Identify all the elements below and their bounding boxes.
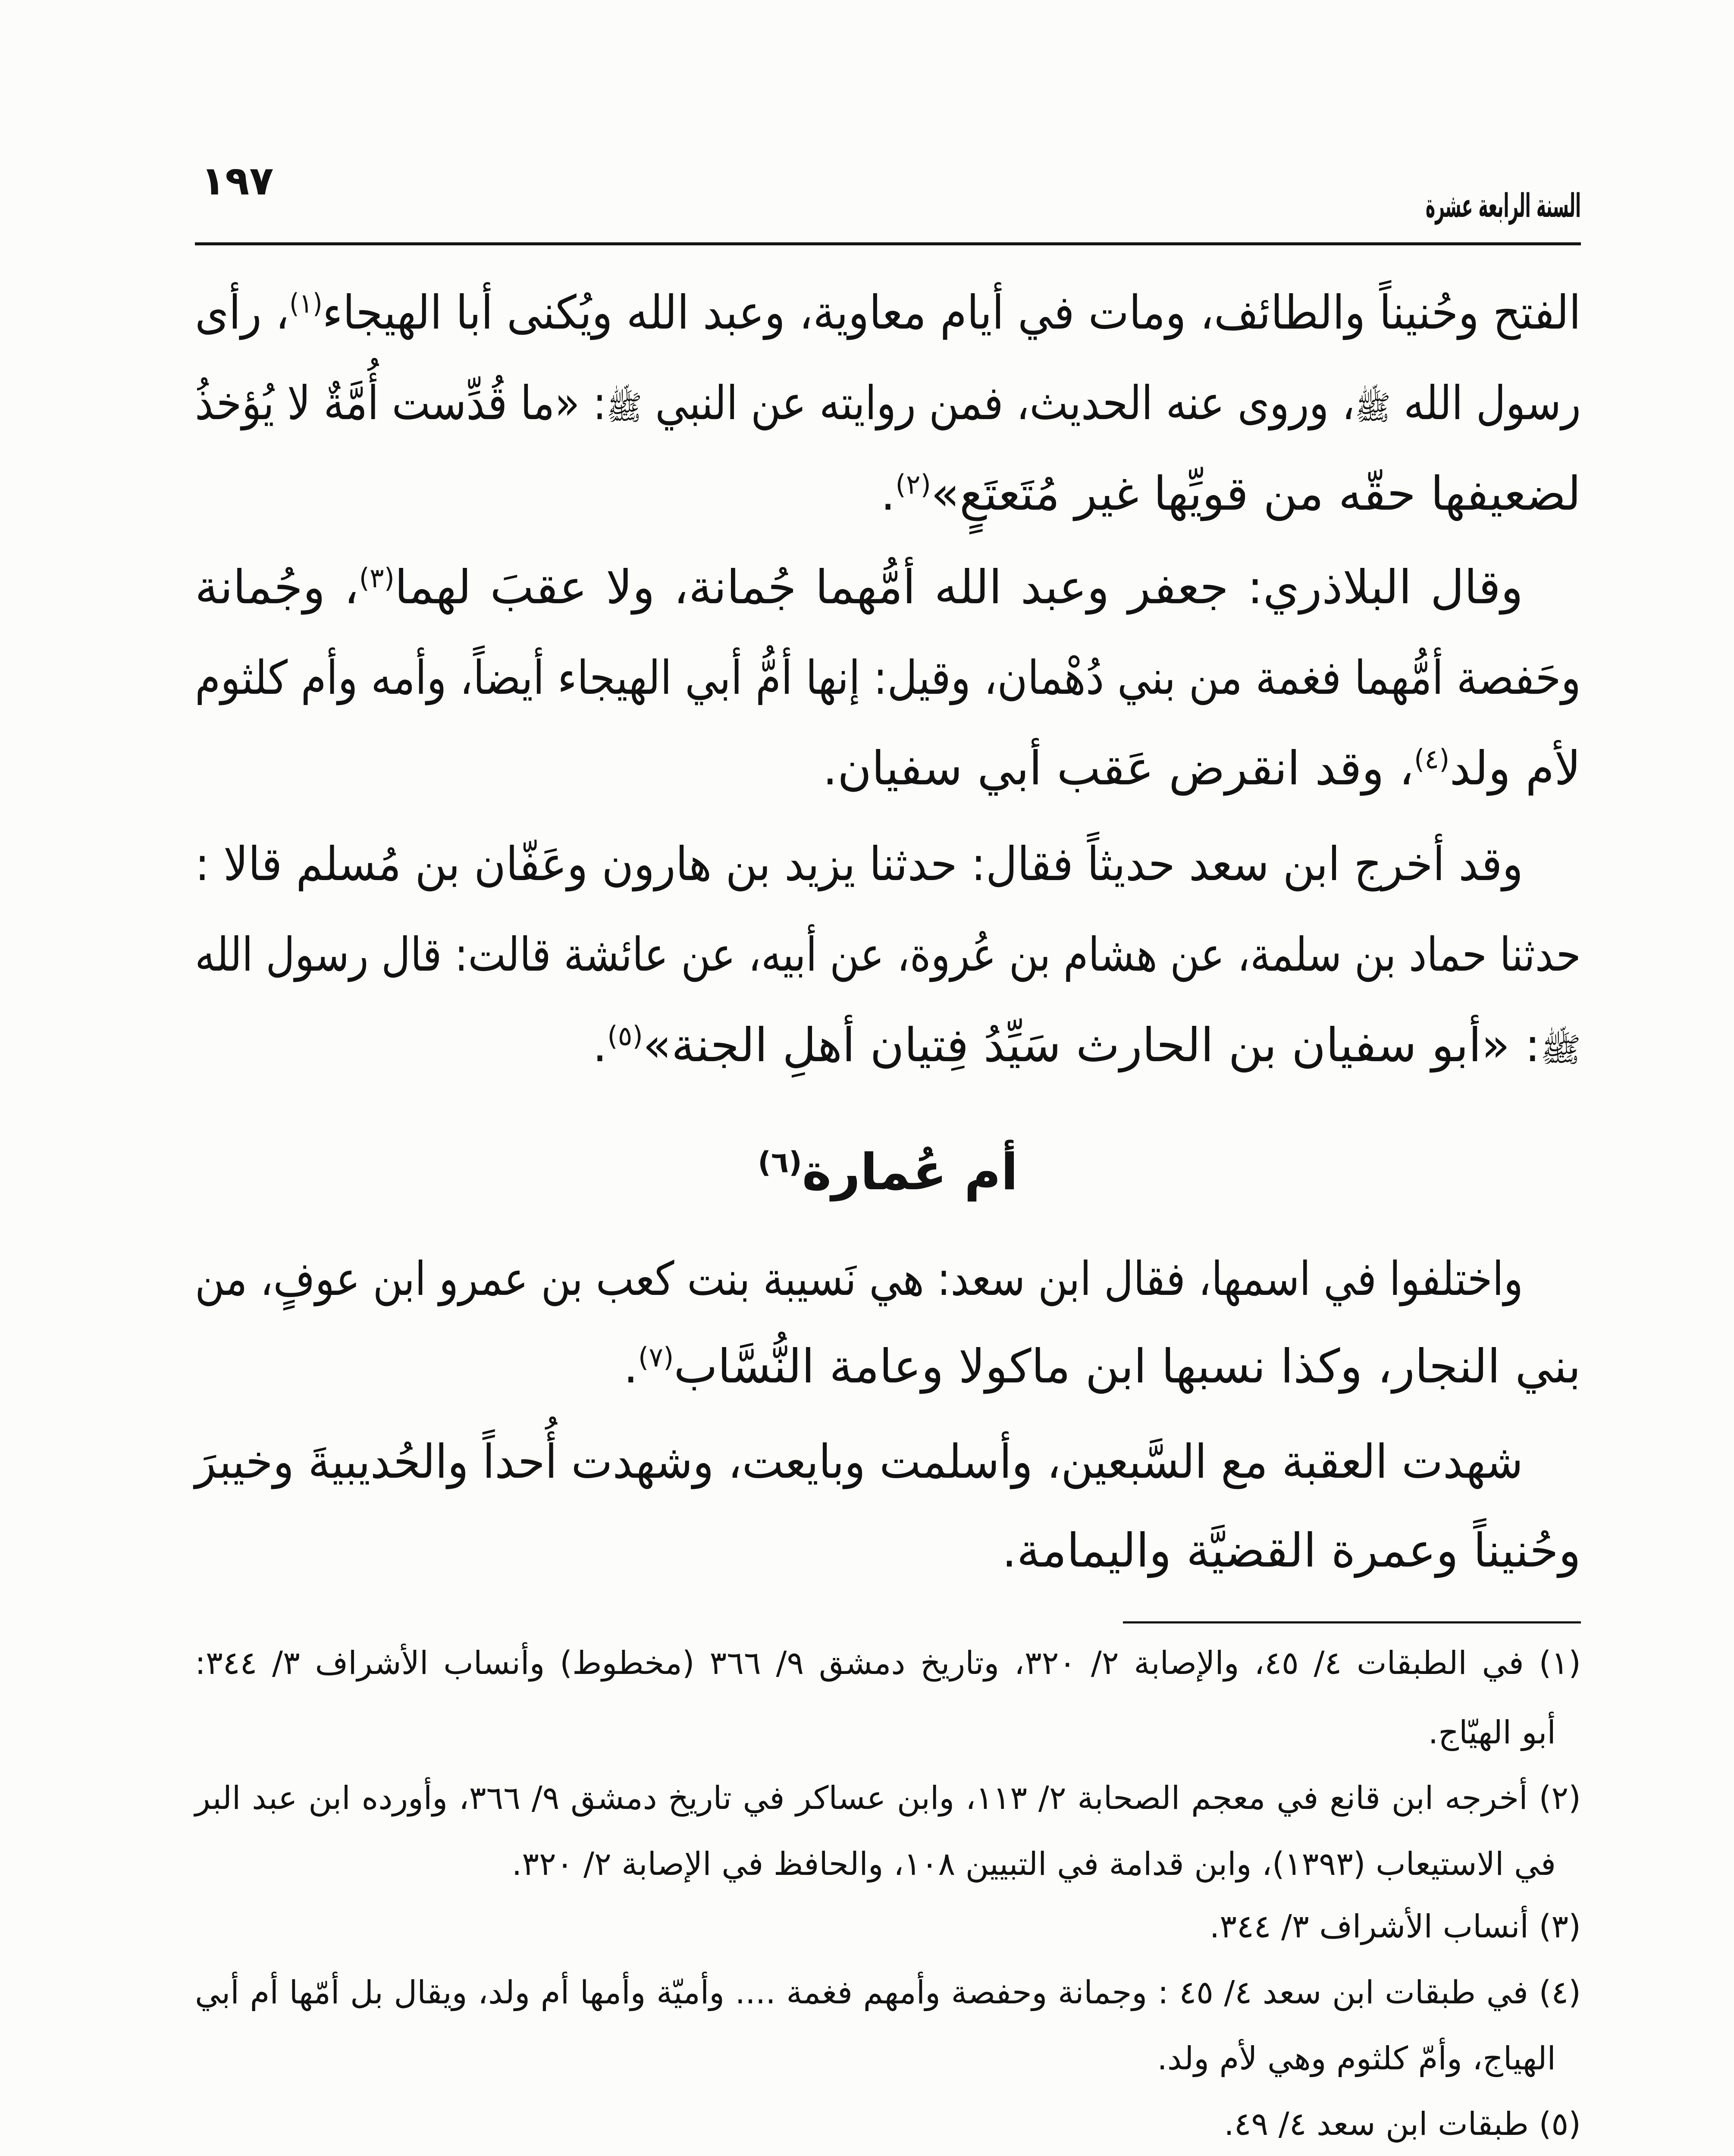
footnote-line: أبو الهيّاج. <box>1428 1714 1556 1751</box>
footnote-line: (٣) أنساب الأشراف ٣/ ٣٤٤. <box>1209 1908 1581 1945</box>
footnote-line: الهياج، وأمّ كلثوم وهي لأم ولد. <box>1157 2040 1556 2077</box>
footnote-separator <box>1123 1621 1581 1623</box>
footnote-ref: (٤) <box>1414 743 1450 775</box>
salla-symbol: ﷺ <box>606 389 643 427</box>
body-line: وقد أخرج ابن سعد حديثاً فقال: حدثنا يزيد بن هارون وعَفّان بن مُسلم قالا : <box>194 837 1523 891</box>
footnote-ref: (٧) <box>638 1341 674 1373</box>
footnote-ref: (٢) <box>895 469 931 500</box>
body-line: واختلفوا في اسمها، فقال ابن سعد: هي نَسيبة بنت كعب بن عمرو ابن عوفٍ، من <box>195 1252 1524 1306</box>
footnote-ref: (١) <box>289 288 323 319</box>
page-number: ١٩٧ <box>201 158 274 204</box>
body-line: لضعيفها حقّه من قويِّها غير مُتَعتَعٍ»$^{(٢)}$. <box>881 467 1581 521</box>
salla-symbol: ﷺ <box>1355 389 1391 427</box>
footnote-line: (١) في الطبقات ٤/ ٤٥، والإصابة ٢/ ٣٢٠، وتاريخ دمشق ٩/ ٣٦٦ (مخطوط) وأنساب الأشراف ٣/ ٣٤٤: <box>195 1645 1581 1682</box>
section-heading: أم عُمارة$^{(٦)}$ <box>758 1143 1018 1201</box>
body-line: شهدت العقبة مع السَّبعين، وأسلمت وبايعت، وشهدت أُحداً والحُديبيةَ وخيبرَ <box>195 1435 1524 1489</box>
footnote-line: (٥) طبقات ابن سعد ٤/ ٤٩. <box>1224 2106 1581 2143</box>
body-line: حدثنا حماد بن سلمة، عن هشام بن عُروة، عن أبيه، عن عائشة قالت: قال رسول الله <box>195 928 1581 982</box>
footnote-line: (٢) أخرجه ابن قانع في معجم الصحابة ٢/ ١١٣، وابن عساكر في تاريخ دمشق ٩/ ٣٦٦، وأورده ابن عبد البر <box>195 1780 1581 1817</box>
body-line: بني النجار، وكذا نسبها ابن ماكولا وعامة النُّسَّاب$^{(٧)}$. <box>623 1340 1581 1394</box>
footnote-line: في الاستيعاب (١٣٩٣)، وابن قدامة في التبيين ١٠٨، والحافظ في الإصابة ٢/ ٣٢٠. <box>511 1846 1556 1883</box>
body-line: وحُنيناً وعمرة القضيَّة واليمامة. <box>1002 1524 1581 1578</box>
body-line: وقال البلاذري: جعفر وعبد الله أمُّهما جُمانة، ولا عقبَ لهما$^{(٣)}$، وجُمانة <box>195 561 1523 614</box>
footnote-ref: (٣) <box>359 562 395 594</box>
running-title: السنة الرابعة عشرة <box>1426 186 1581 225</box>
footnote-ref: (٥) <box>607 1020 643 1052</box>
header-rule <box>195 242 1581 245</box>
body-line: لأم ولد$^{(٤)}$، وقد انقرض عَقب أبي سفيان. <box>822 742 1581 796</box>
footnote-ref: (٦) <box>758 1145 802 1179</box>
body-line: رسول الله ﷺ، وروى عنه الحديث، فمن روايته عن النبي ﷺ: «ما قُدِّست أُمَّةٌ لا يُؤخذُ <box>195 376 1581 430</box>
body-line: ﷺ: «أبو سفيان بن الحارث سَيِّدُ فِتيان أهلِ الجنة»$^{(٥)}$. <box>592 1018 1581 1072</box>
body-line: وحَفصة أمُّهما فغمة من بني دُهْمان، وقيل: إنها أمُّ أبي الهيجاء أيضاً، وأمه وأم كلثوم <box>194 651 1581 705</box>
footnote-line: (٤) في طبقات ابن سعد ٤/ ٤٥ : وجمانة وحفصة وأمهم فغمة .... وأميّة وأمها أم ولد، ويقال بل أمّها أم أبي <box>195 1974 1581 2011</box>
body-line: الفتح وحُنيناً والطائف، ومات في أيام معاوية، وعبد الله ويُكنى أبا الهيجاء$^{(١)}$، رأى <box>194 286 1581 340</box>
salla-symbol: ﷺ <box>1540 1031 1581 1069</box>
